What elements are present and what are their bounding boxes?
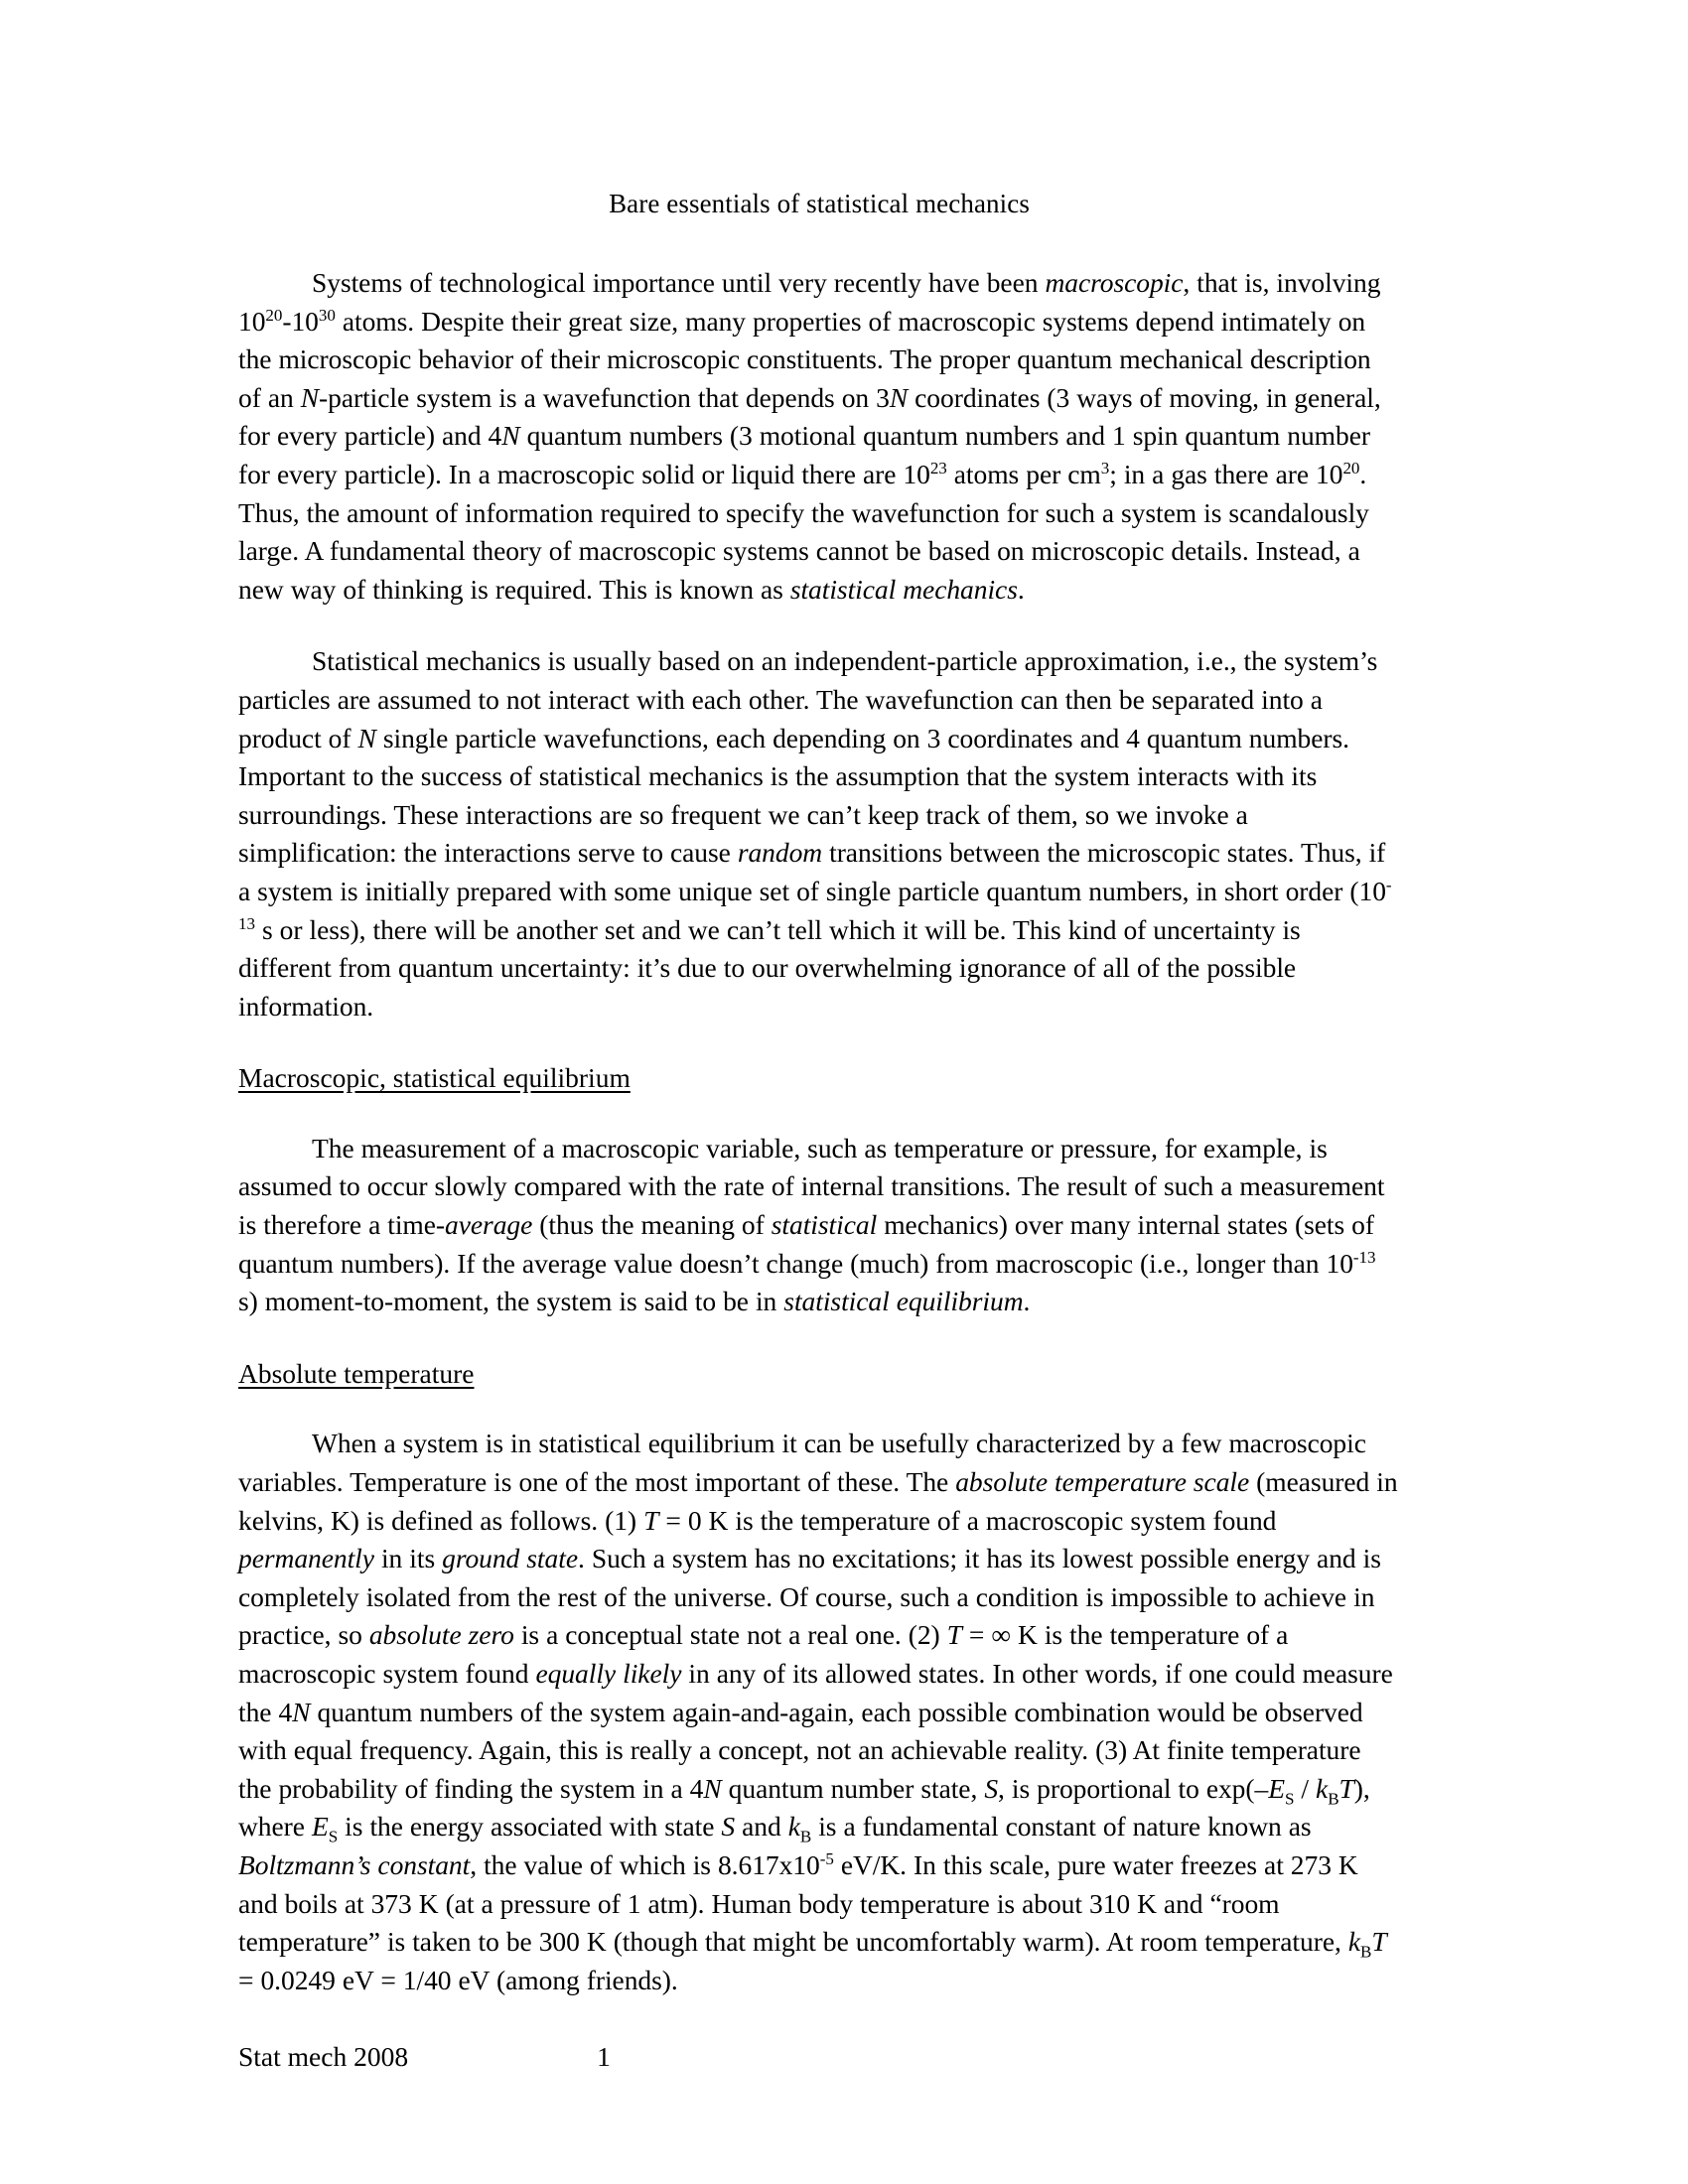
text-segment: (thus the meaning of [532, 1209, 772, 1241]
paragraph-absolute-temperature [238, 1425, 1400, 1999]
superscript-exponent: 20 [265, 305, 283, 325]
emphasis-statistical: statistical [771, 1209, 878, 1241]
text-segment: and [735, 1811, 788, 1843]
text-segment: is a fundamental constant of nature known as [811, 1811, 1312, 1843]
text-segment: in its [373, 1543, 443, 1574]
text-segment: mechanics) over many internal states (sets of quantum numbers). If the average value doesn’t change (much) from macroscopic (i.e., longer than 10 [238, 1209, 1374, 1279]
page-footer [238, 2040, 1400, 2074]
text-segment: = 0.0249 eV = 1/40 eV (among friends). [238, 1964, 678, 1995]
emphasis-equally-likely: equally likely [535, 1658, 682, 1689]
text-segment: coordinates (3 ways of moving, in general, for every particle) and 4 [238, 381, 1381, 452]
formula-temperature-symbol: T [1371, 1926, 1387, 1958]
text-segment: . [1023, 1286, 1031, 1317]
paragraph-independent-particle [238, 642, 1400, 1025]
text-segment: ; in a gas there are 10 [1109, 458, 1343, 489]
emphasis-ground-state: ground state [442, 1543, 578, 1574]
superscript-exponent: -5 [819, 1848, 834, 1868]
text-segment: s or less), there will be another set and we can’t tell which it will be. This kind of uncertainty is different from quantum uncertainty: it’s due to our overwhelming ignorance of all of the possible information. [238, 913, 1301, 1022]
emphasis-variable-n: N [357, 722, 376, 753]
paragraph-measurement [238, 1130, 1400, 1321]
footer-page-number: 1 [597, 2041, 611, 2072]
section-heading-macroscopic-equilibrium [238, 1059, 1400, 1098]
subscript-boltzmann: B [1328, 1789, 1339, 1809]
text-segment: ), where [238, 1772, 1370, 1843]
text-segment: quantum number state, [721, 1772, 985, 1804]
emphasis-absolute-zero: absolute zero [368, 1619, 514, 1651]
subscript-state: S [1284, 1789, 1295, 1809]
emphasis-variable-s: S [721, 1811, 736, 1843]
formula-boltzmann-constant-symbol: k [1316, 1772, 1329, 1804]
document-body [238, 185, 1400, 2033]
emphasis-permanently: permanently [238, 1543, 374, 1574]
text-segment: . Such a system has no excitations; it has its lowest possible energy and is completely isolated from the rest of the universe. Of course, such a condition is impossible to achieve in practice, so [238, 1543, 1381, 1651]
formula-boltzmann-constant-symbol: k [787, 1811, 800, 1843]
text-segment: is the energy associated with state [338, 1811, 722, 1843]
emphasis-average: average [445, 1209, 533, 1241]
emphasis-variable-n: N [501, 420, 520, 452]
emphasis-boltzmanns-constant: Boltzmann’s constant [238, 1848, 471, 1880]
section-heading-absolute-temperature [238, 1355, 1400, 1394]
section-heading-text: Absolute temperature [238, 1357, 475, 1389]
emphasis-absolute-temperature-scale: absolute temperature scale [955, 1466, 1250, 1498]
text-segment: The measurement of a macroscopic variable, such as temperature or pressure, for example, is assumed to occur slowly compared with the rate of internal transitions. The result of such a measurement is therefore a time- [238, 1132, 1385, 1241]
footer-document-label: Stat mech 2008 [238, 2041, 409, 2072]
text-segment: is a conceptual state not a real one. (2) [513, 1619, 947, 1651]
formula-temperature-symbol: T [1338, 1772, 1354, 1804]
paragraph-intro [238, 264, 1400, 609]
text-segment: = 0 K is the temperature of a macroscopic system found [658, 1504, 1277, 1536]
superscript-exponent: 23 [929, 458, 947, 478]
emphasis-variable-t: T [946, 1619, 962, 1651]
formula-boltzmann-constant-symbol: k [1347, 1926, 1360, 1958]
text-segment: , the value of which is 8.617x10 [470, 1848, 820, 1880]
section-heading-text: Macroscopic, statistical equilibrium [238, 1062, 631, 1094]
text-segment: Systems of technological importance until very recently have been [312, 267, 1046, 298]
subscript-boltzmann: B [1360, 1942, 1372, 1962]
emphasis-random: random [737, 837, 823, 869]
text-segment: Statistical mechanics is usually based on an independent-particle approximation, i.e., the system’s particles are assumed to not interact with each other. The wavefunction can then be separated into a product of [238, 645, 1378, 753]
text-segment: -10 [282, 305, 319, 337]
text-segment: (measured in kelvins, K) is defined as follows. (1) [238, 1466, 1398, 1536]
text-segment: / [1294, 1772, 1317, 1804]
text-segment: When a system is in statistical equilibrium it can be usefully characterized by a few macroscopic variables. Temperature is one of the most important of these. The [238, 1428, 1366, 1498]
emphasis-statistical-mechanics: statistical mechanics [789, 573, 1018, 605]
page-title: Bare essentials of statistical mechanics [609, 189, 1030, 218]
emphasis-variable-n: N [703, 1772, 722, 1804]
emphasis-variable-n: N [300, 381, 320, 413]
text-segment: single particle wavefunctions, each depending on 3 coordinates and 4 quantum numbers. Important to the success of statistical mechanics is the assumption that the system interacts with its surroundings. These interactions are so frequent we can’t keep track of them, so we invoke a simplification: the interactions serve to cause [238, 722, 1349, 869]
text-segment: quantum numbers (3 motional quantum numbers and 1 spin quantum number for every particle). In a macroscopic solid or liquid there are 10 [238, 420, 1370, 489]
emphasis-statistical-equilibrium: statistical equilibrium [783, 1286, 1024, 1317]
text-segment: -particle system is a wavefunction that depends on 3 [319, 381, 890, 413]
superscript-exponent: 30 [318, 305, 336, 325]
text-segment: eV/K. In this scale, pure water freezes at 273 K and boils at 373 K (at a pressure of 1 atm). Human body temperature is about 310 K and “room temperature” is taken to be 300 K (though that might be uncomfortably warm). At room temperature, [238, 1848, 1358, 1958]
emphasis-variable-n: N [889, 381, 909, 413]
emphasis-variable-s: S [984, 1772, 999, 1804]
emphasis-macroscopic: macroscopic [1045, 267, 1184, 298]
emphasis-variable-n: N [292, 1696, 311, 1727]
emphasis-variable-t: T [643, 1504, 659, 1536]
subscript-boltzmann: B [799, 1827, 812, 1846]
formula-boltzmann-factor [998, 1772, 1354, 1809]
text-segment: , that is, involving 10 [238, 267, 1381, 337]
text-segment: atoms per cm [946, 458, 1101, 489]
text-segment: . Thus, the amount of information required to specify the wavefunction for such a system is scandalously large. A fundamental theory of macroscopic systems cannot be based on microscopic details. Instead, a new way of thinking is required. This is known as [238, 458, 1369, 605]
subscript-state: S [328, 1827, 339, 1846]
text-segment: s) moment-to-moment, the system is said to be in [238, 1286, 784, 1317]
formula-energy-symbol: E [311, 1811, 329, 1843]
text-segment: . [1017, 573, 1025, 605]
superscript-exponent: -13 [1352, 1247, 1376, 1267]
superscript-exponent: 20 [1342, 458, 1360, 478]
formula-energy-symbol: E [1268, 1772, 1285, 1804]
text-segment: transitions between the microscopic states. Thus, if a system is initially prepared with some unique set of single particle quantum numbers, in short order (10 [238, 837, 1386, 906]
text-segment: atoms. Despite their great size, many properties of macroscopic systems depend intimately on the microscopic behavior of their microscopic constituents. The proper quantum mechanical description of an [238, 305, 1371, 413]
text-segment: quantum numbers of the system again-and-again, each possible combination would be observed with equal frequency. Again, this is really a concept, not an achievable reality. (3) At finite temperature the probability of finding the system in a 4 [238, 1696, 1363, 1804]
text-segment: in any of its allowed states. In other words, if one could measure the 4 [238, 1658, 1393, 1727]
superscript-exponent: 3 [1100, 458, 1110, 478]
text-segment: = ∞ K is the temperature of a macroscopic system found [238, 1619, 1289, 1689]
superscript-exponent: -13 [238, 875, 1392, 933]
text-segment: , is proportional to exp(– [998, 1772, 1269, 1804]
